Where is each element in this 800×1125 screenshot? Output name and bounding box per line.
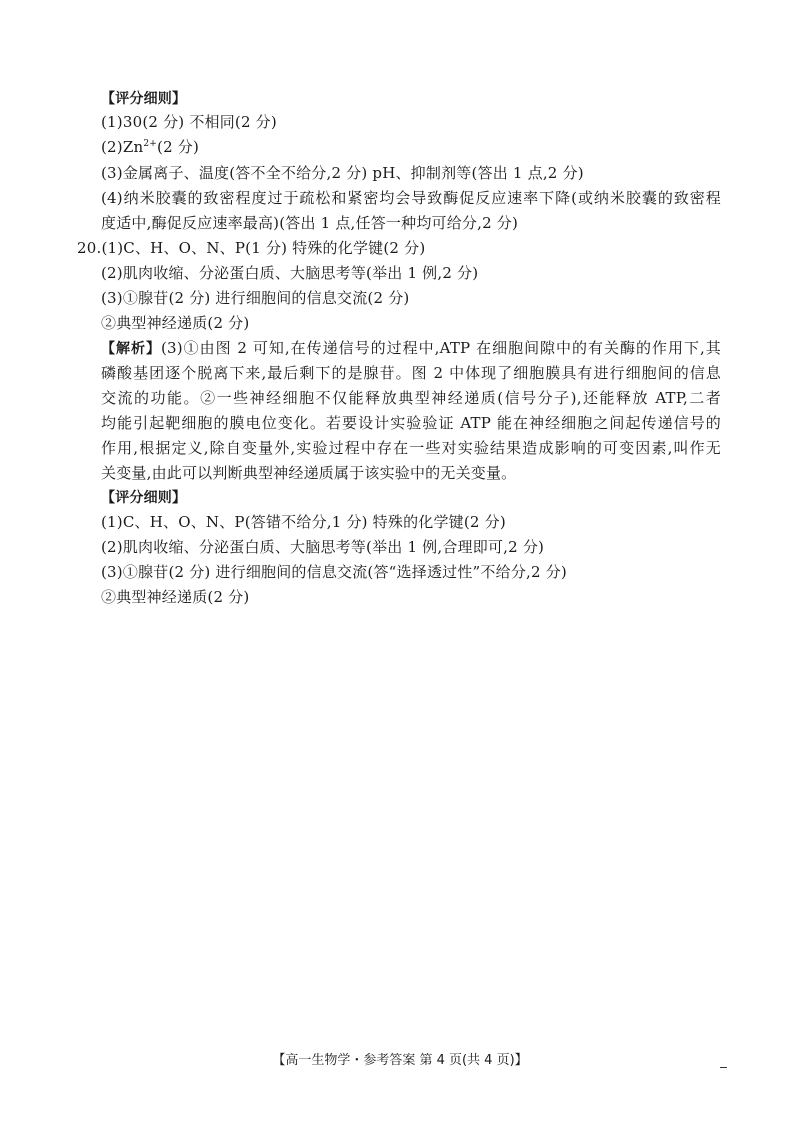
analysis-line-5: 作用,根据定义,除自变量外,实验过程中存在一些对实验结果造成影响的可变因素,叫作无: [101, 439, 721, 457]
rule-1-line-2-pre: (2)Zn: [101, 138, 144, 156]
analysis-line-1-text: (3)①由图 2 可知,在传递信号的过程中,ATP 在细胞间隙中的有关酶的作用下,其: [161, 339, 721, 357]
q20-line-1: 20.(1)C、H、O、N、P(1 分) 特殊的化学键(2 分): [77, 239, 426, 257]
analysis-label: 【解析】: [101, 341, 161, 357]
analysis-line-6: 关变量,由此可以判断典型神经递质属于该实验中的无关变量。: [101, 464, 517, 482]
analysis-line-4: 均能引起靶细胞的膜电位变化。若要设计实验验证 ATP 能在神经细胞之间起传递信号的: [101, 414, 721, 432]
q20-line-3: (3)①腺苷(2 分) 进行细胞间的信息交流(2 分): [101, 289, 410, 307]
analysis-line-2: 磷酸基团逐个脱离下来,最后剩下的是腺苷。图 2 中体现了细胞膜具有进行细胞间的信息: [101, 364, 721, 382]
scoring-rules-heading-2: 【评分细则】: [101, 490, 187, 506]
rule-2-line-3: (3)①腺苷(2 分) 进行细胞间的信息交流(答“选择透过性”不给分,2 分): [101, 563, 567, 581]
rule-2-line-1: (1)C、H、O、N、P(答错不给分,1 分) 特殊的化学键(2 分): [101, 513, 506, 531]
analysis-line-1: [101, 338, 721, 359]
page-footer: 【高一生物学・参考答案 第 4 页(共 4 页)】: [272, 1053, 528, 1068]
q20-line-2: (2)肌肉收缩、分泌蛋白质、大脑思考等(举出 1 例,2 分): [101, 264, 479, 282]
analysis-line-3: 交流的功能。②一些神经细胞不仅能释放典型神经递质(信号分子),还能释放 ATP,二者: [101, 389, 721, 407]
rule-2-line-4: ②典型神经递质(2 分): [101, 588, 250, 606]
rule-1-line-1: (1)30(2 分) 不相同(2 分): [101, 113, 277, 131]
rule-1-line-2-sup: 2+: [143, 139, 158, 149]
rule-1-line-3: (3)金属离子、温度(答不全不给分,2 分) pH、抑制剂等(答出 1 点,2 分): [101, 164, 584, 182]
corner-mark: [720, 1067, 727, 1068]
rule-1-line-2-post: (2 分): [157, 138, 200, 156]
rule-1-line-4b: 度适中,酶促反应速率最高)(答出 1 点,任答一种均可给分,2 分): [101, 214, 519, 232]
rule-1-line-4a: (4)纳米胶囊的致密程度过于疏松和紧密均会导致酶促反应速率下降(或纳米胶囊的致密程: [101, 189, 721, 207]
scoring-rules-heading-1: 【评分细则】: [101, 91, 187, 107]
q20-line-4: ②典型神经递质(2 分): [101, 314, 250, 332]
rule-2-line-2: (2)肌肉收缩、分泌蛋白质、大脑思考等(举出 1 例,合理即可,2 分): [101, 538, 545, 556]
rule-1-line-2: [101, 137, 199, 157]
